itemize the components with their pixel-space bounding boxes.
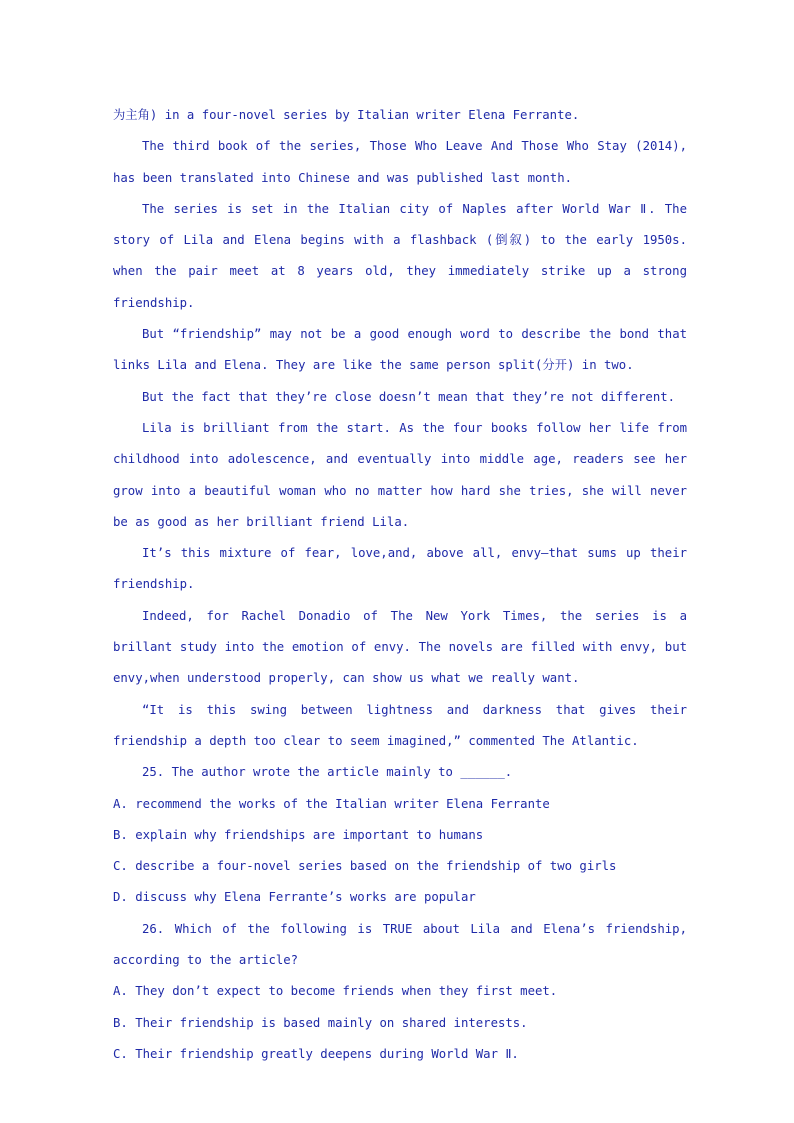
article-paragraph: The third book of the series, Those Who Leave And Those Who Stay (2014), has been translated into Chinese and was published last month. — [113, 139, 687, 185]
article-paragraph: It’s this mixture of fear, love,and, above all, envy—that sums up their friendship. — [113, 546, 687, 592]
document-body — [113, 100, 687, 1070]
article-paragraph: 为主角) in a four-novel series by Italian writer Elena Ferrante. — [113, 108, 580, 122]
article-paragraph: “It is this swing between lightness and darkness that gives their friendship a depth too clear to seem imagined,” commented The Atlantic. — [113, 702, 687, 748]
question-26-option-a: A. They don’t expect to become friends when they first meet. — [113, 984, 558, 999]
question-25-option-b: B. explain why friendships are important to humans — [113, 827, 484, 842]
question-25-option-d: D. discuss why Elena Ferrante’s works are popular — [113, 890, 476, 905]
question-25-option-c: C. describe a four-novel series based on the friendship of two girls — [113, 859, 617, 874]
question-26-option-b: B. Their friendship is based mainly on shared interests. — [113, 1015, 528, 1030]
article-paragraph: Indeed, for Rachel Donadio of The New York Times, the series is a brillant study into the emotion of envy. The novels are filled with envy, but envy,when understood properly, can show us what we really want. — [113, 608, 687, 686]
question-stem-26: 26. Which of the following is TRUE about Lila and Elena’s friendship, according to the article? — [113, 921, 687, 968]
question-stem-25: 25. The author wrote the article mainly to ______. — [142, 765, 513, 780]
article-paragraph: Lila is brilliant from the start. As the four books follow her life from childhood into adolescence, and eventually into middle age, readers see her grow into a beautiful woman who no matter how hard she tries, she will never be as good as her brilliant friend Lila. — [113, 420, 687, 529]
article-paragraph: But the fact that they’re close doesn’t mean that they’re not different. — [142, 389, 676, 404]
question-26-option-c: C. Their friendship greatly deepens during World War Ⅱ. — [113, 1046, 519, 1061]
article-paragraph: The series is set in the Italian city of Naples after World War Ⅱ. The story of Lila and Elena begins with a flashback (倒叙) to the early 1950s. when the pair meet at 8 years old, they immediately strike up a strong friendship. — [113, 201, 687, 310]
article-paragraph: But “friendship” may not be a good enough word to describe the bond that links Lila and Elena. They are like the same person split(分开) in two. — [113, 327, 687, 373]
question-25-option-a: A. recommend the works of the Italian writer Elena Ferrante — [113, 796, 550, 811]
